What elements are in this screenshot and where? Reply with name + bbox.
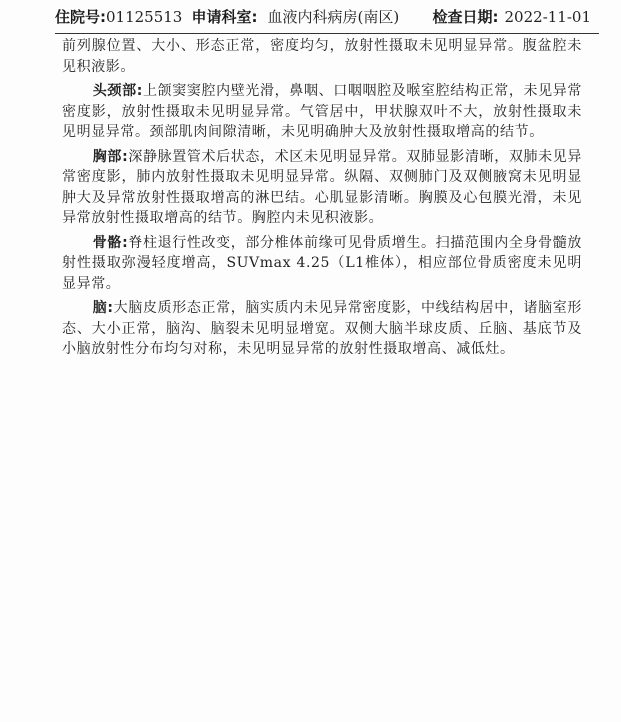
department-field xyxy=(191,6,432,27)
brain-text: 大脑皮质形态正常，脑实质内未见异常密度影，中线结构居中，诸脑室形态、大小正常，脑沟、脑裂未见明显增宽。双侧大脑半球皮质、丘脑、基底节及小脑放射性分布均匀对称，未见明显异常的放射性摄取增高、减低灶。 xyxy=(62,300,582,357)
hospital-id-label: 住院号: xyxy=(55,8,106,26)
bone-text: 脊柱退行性改变，部分椎体前缘可见骨质增生。扫描范围内全身骨髓放射性摄取弥漫轻度增高，SUVmax 4.25（L1椎体），相应部位骨质密度未见明显异常。 xyxy=(62,234,582,292)
report-body xyxy=(62,36,582,364)
chest-heading: 胸部: xyxy=(92,148,129,165)
exam-date-field xyxy=(433,6,591,27)
hospital-id-field xyxy=(55,6,191,27)
header-divider xyxy=(55,33,599,34)
hospital-id-value: 01125513 xyxy=(106,8,183,26)
bone-paragraph xyxy=(62,233,582,295)
brain-heading: 脑: xyxy=(92,300,114,316)
department-label: 申请科室: xyxy=(191,8,258,26)
exam-date-value: 2022-11-01 xyxy=(504,8,591,26)
exam-date-label: 检查日期: xyxy=(432,8,499,26)
department-value: 血液内科病房(南区) xyxy=(267,8,400,26)
abdomen-continued-paragraph: 前列腺位置、大小、形态正常，密度均匀，放射性摄取未见明显异常。腹盆腔未见积液影。 xyxy=(62,38,582,75)
head-neck-paragraph xyxy=(62,81,582,143)
head-neck-text: 上颌窦窦腔内壁光滑，鼻咽、口咽咽腔及喉室腔结构正常，未见异常密度影，放射性摄取未见明显异常。气管居中，甲状腺双叶不大，放射性摄取未见明显异常。颈部肌肉间隙清晰，未见明确肿大及放射性摄取增高的结节。 xyxy=(62,83,582,140)
bone-heading: 骨骼: xyxy=(92,234,129,251)
brain-paragraph xyxy=(62,298,582,360)
chest-text: 深静脉置管术后状态，术区未见明显异常。双肺显影清晰，双肺未见异常密度影，肺内放射性摄取未见明显异常。纵隔、双侧肺门及双侧腋窝未见明显肿大及异常放射性摄取增高的淋巴结。心肌显影清晰。胸膜及心包膜光滑，未见异常放射性摄取增高的结节。胸腔内未见积液影。 xyxy=(62,148,582,226)
report-header xyxy=(55,0,591,33)
head-neck-heading: 头颈部: xyxy=(92,83,143,99)
chest-paragraph xyxy=(62,147,582,229)
